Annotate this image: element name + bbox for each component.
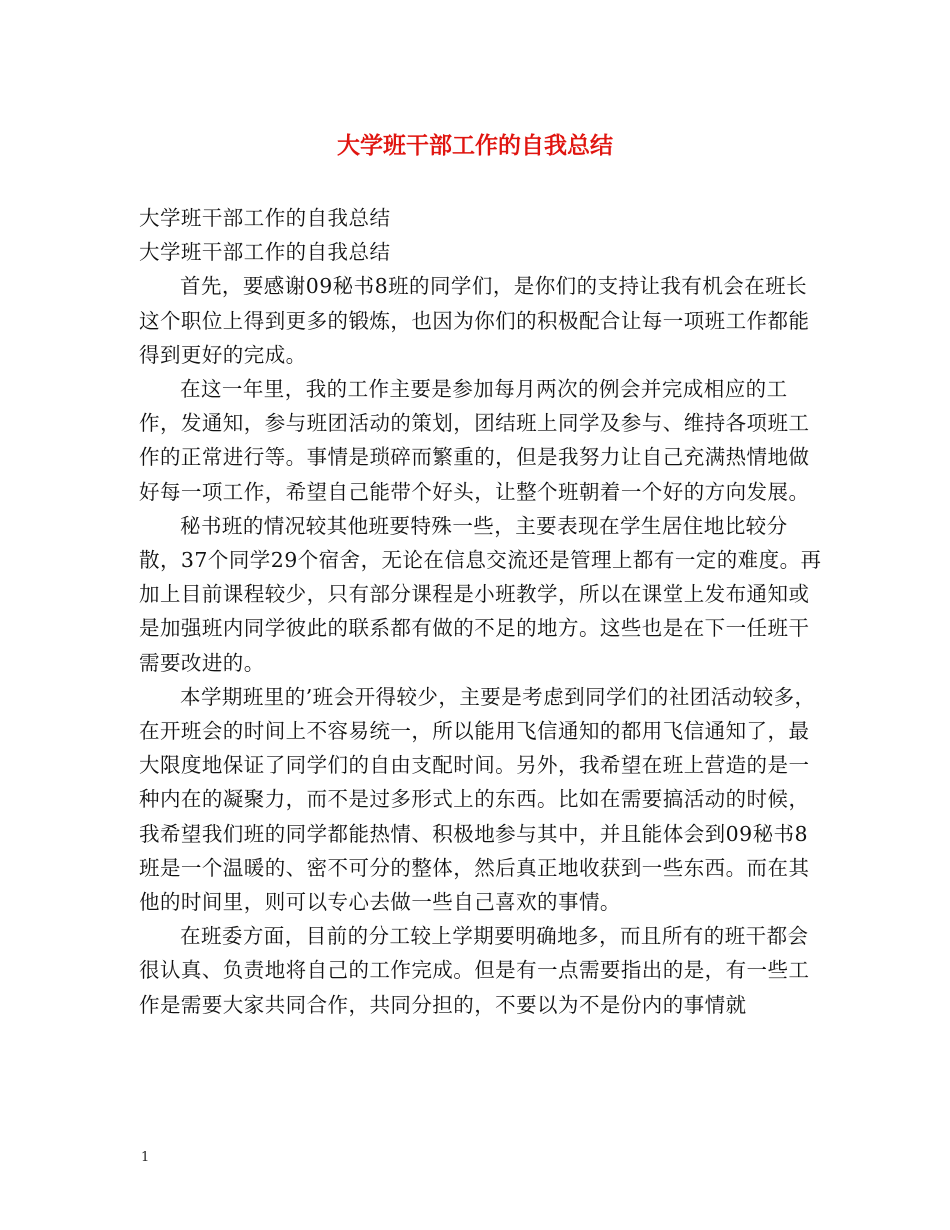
document-body [139,201,825,1022]
paragraph: 秘书班的情况较其他班要特殊一些，主要表现在学生居住地比较分散，37个同学29个宿舍，无论在信息交流还是管理上都有一定的难度。再加上目前课程较少，只有部分课程是小班教学，所以在课堂上发布通知或是加强班内同学彼此的联系都有做的不足的地方。这些也是在下一任班干需要改进的。 [139,513,822,675]
paragraph: 首先，要感谢09秘书8班的同学们，是你们的支持让我有机会在班长这个职位上得到更多的锻炼，也因为你们的积极配合让每一项班工作都能得到更好的完成。 [139,274,810,367]
paragraph: 本学期班里的’班会开得较少，主要是考虑到同学们的社团活动较多，在开班会的时间上不容易统一，所以能用飞信通知的都用飞信通知了，最大限度地保证了同学们的自由支配时间。另外，我希望在班上营造的是一种内在的凝聚力，而不是过多形式上的东西。比如在需要搞活动的时候，我希望我们班的同学都能热情、积极地参与其中，并且能体会到09秘书8班是一个温暖的、密不可分的整体，然后真正地收获到一些东西。而在其他的时间里，则可以专心去做一些自己喜欢的事情。 [139,684,816,915]
subtitle-line: 大学班干部工作的自我总结 [139,240,391,265]
document-title: 大学班干部工作的自我总结 [337,133,613,159]
page-number: 1 [141,1150,150,1165]
paragraph: 在这一年里，我的工作主要是参加每月两次的例会并完成相应的工作，发通知，参与班团活动的策划，团结班上同学及参与、维持各项班工作的正常进行等。事情是琐碎而繁重的，但是我努力让自己充满热情地做好每一项工作，希望自己能带个好头，让整个班朝着一个好的方向发展。 [139,377,810,504]
paragraph: 在班委方面，目前的分工较上学期要明确地多，而且所有的班干都会很认真、负责地将自己的工作完成。但是有一点需要指出的是，有一些工作是需要大家共同合作，共同分担的，不要以为不是份内的事情就 [139,924,810,1017]
subtitle-line: 大学班干部工作的自我总结 [139,206,391,230]
